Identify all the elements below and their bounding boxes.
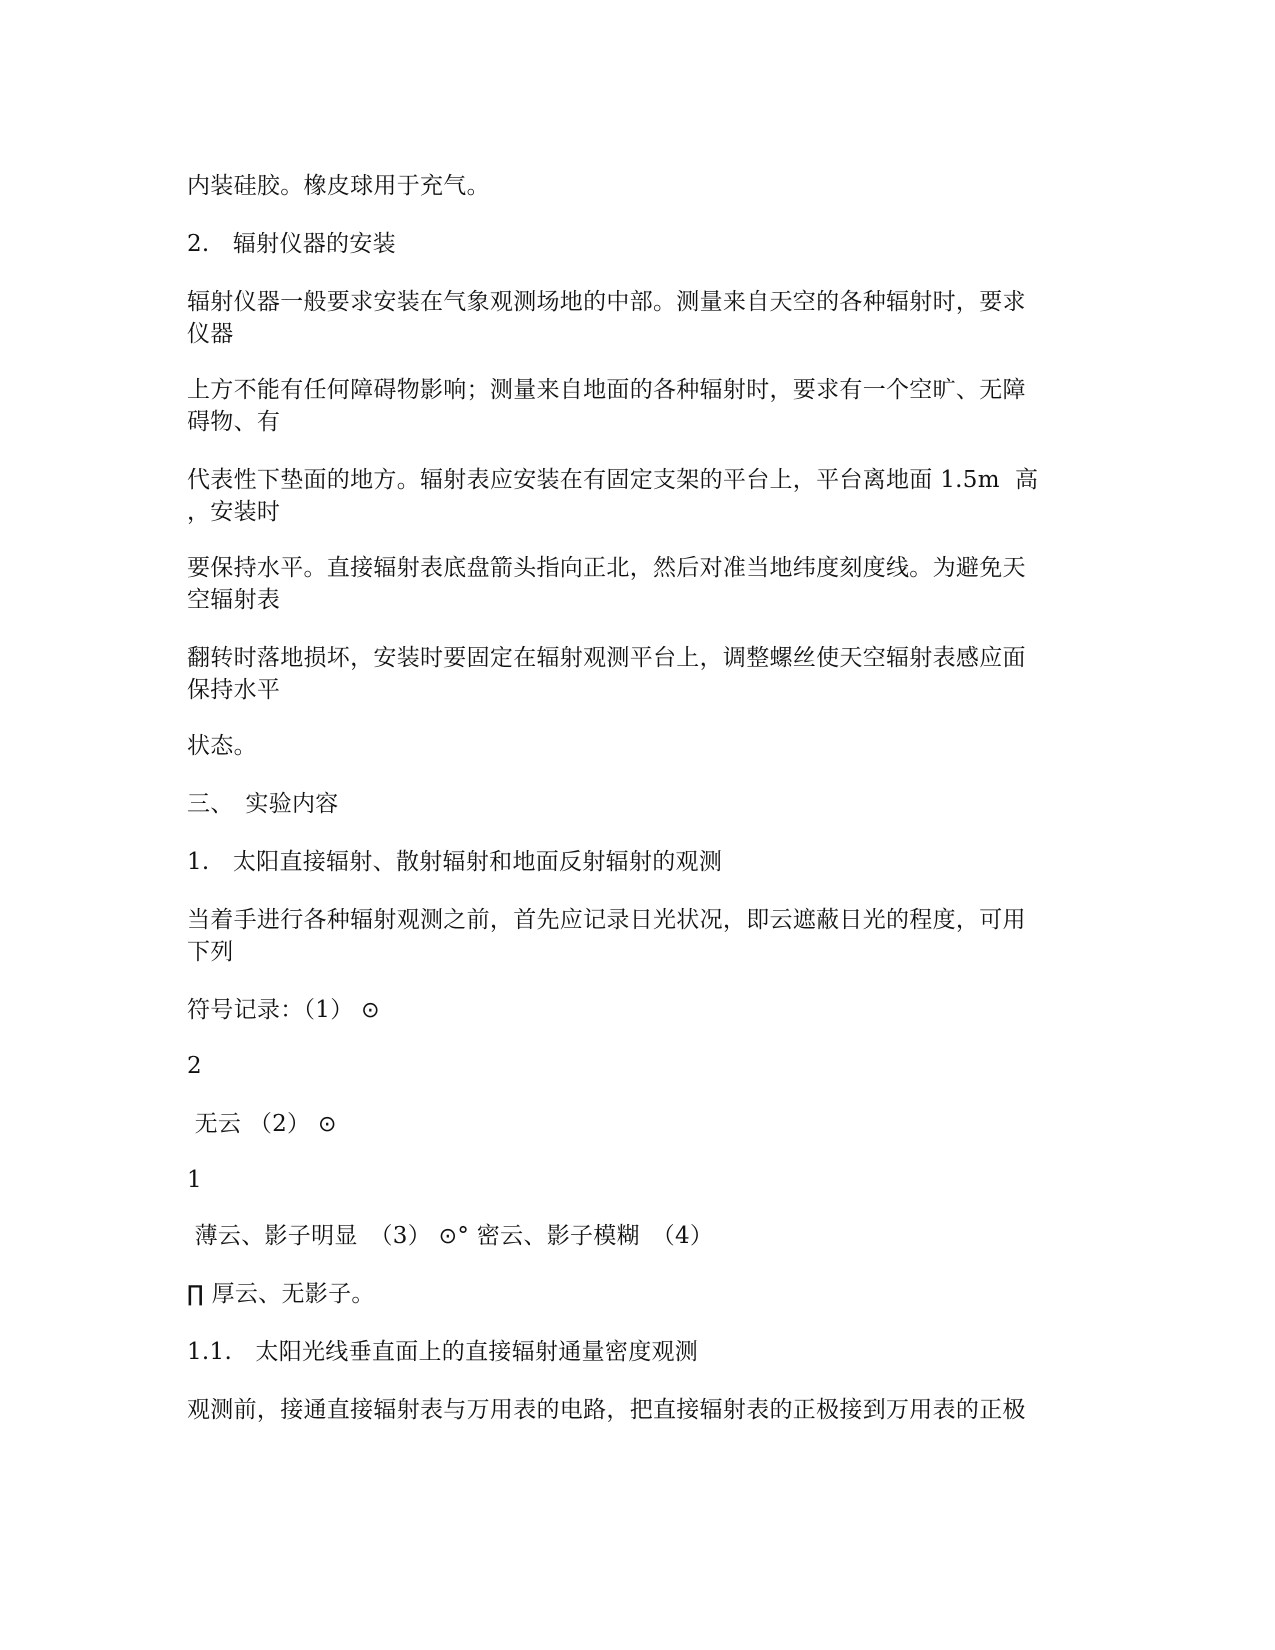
text-line: 观测前，接通直接辐射表与万用表的电路，把直接辐射表的正极接到万用表的正极 [187,1397,1026,1423]
text-line: 上方不能有任何障碍物影响；测量来自地面的各种辐射时，要求有一个空旷、无障 [187,377,1026,403]
text-span: 符号记录：（1） [187,997,362,1023]
text-line: 代表性下垫面的地方。辐射表应安装在有固定支架的平台上，平台离地面 1.5m 高 [187,467,1039,493]
text-span: ° 密云、影子模糊 （4） [457,1223,714,1249]
symbol-legend-line [187,1278,375,1311]
text-line: ，安装时 [187,499,281,525]
text-line: 内装硅胶。橡皮球用于充气。 [187,173,490,199]
text-line: 1 [187,1167,202,1193]
text-span: 薄云、影子明显 （3） [187,1223,439,1249]
text-line: 辐射仪器一般要求安装在气象观测场地的中部。测量来自天空的各种辐射时，要求 [187,289,1026,315]
sun-symbol-icon: ⊙ [317,1112,337,1137]
text-line: 保持水平 [187,677,281,703]
symbol-legend-line [187,994,380,1027]
text-line: 仪器 [187,321,234,347]
product-symbol-icon: ∏ [187,1282,204,1307]
symbol-legend-line [187,1220,713,1253]
subsection-heading: 1.1. 太阳光线垂直面上的直接辐射通量密度观测 [187,1339,699,1365]
symbol-legend-line [187,1108,337,1141]
sun-symbol-icon: ⊙ [361,998,380,1023]
sun-symbol-icon: ⊙ [438,1224,458,1249]
text-span: 厚云、无影子。 [203,1281,375,1307]
text-line: 下列 [187,939,234,965]
text-span: 无云 （2） [187,1111,318,1137]
section-heading: 三、 实验内容 [187,791,339,817]
text-line: 当着手进行各种辐射观测之前，首先应记录日光状况，即云遮蔽日光的程度，可用 [187,907,1026,933]
text-line: 2 [187,1053,202,1079]
text-line: 状态。 [187,733,257,759]
text-line: 要保持水平。直接辐射表底盘箭头指向正北，然后对准当地纬度刻度线。为避免天 [187,555,1026,581]
section-heading: 2. 辐射仪器的安装 [187,231,396,257]
subsection-heading: 1. 太阳直接辐射、散射辐射和地面反射辐射的观测 [187,849,723,875]
text-line: 空辐射表 [187,587,281,613]
text-line: 碍物、有 [187,409,281,435]
text-line: 翻转时落地损坏，安装时要固定在辐射观测平台上，调整螺丝使天空辐射表感应面 [187,645,1026,671]
